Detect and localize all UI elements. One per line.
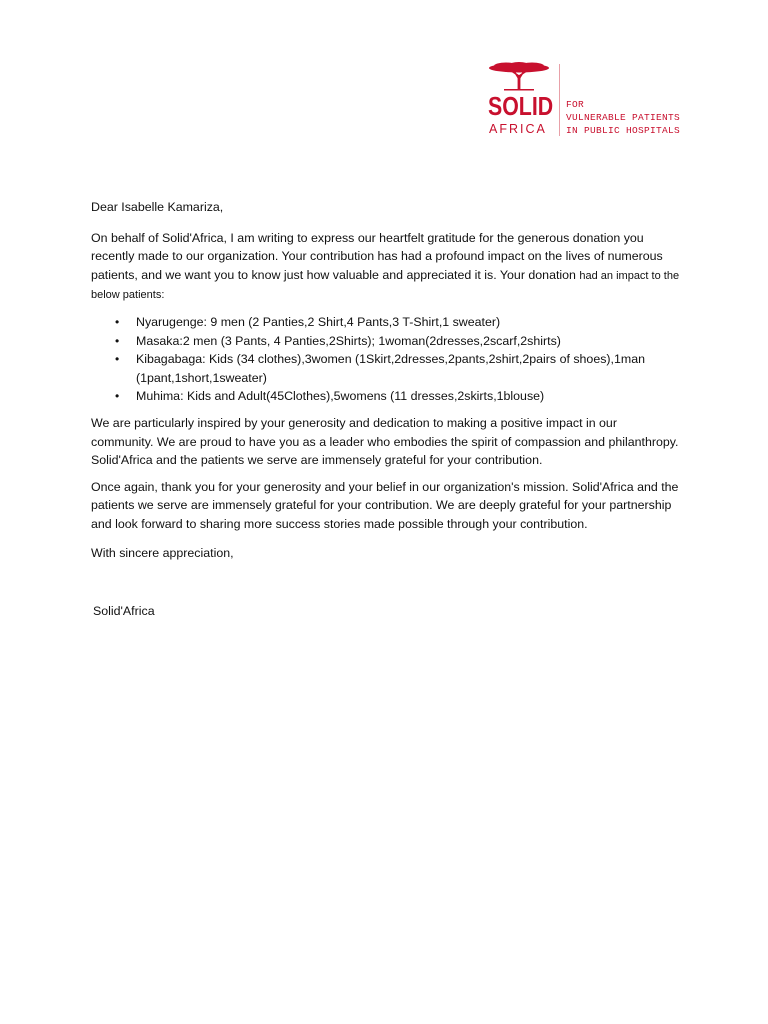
list-item: [91, 332, 681, 351]
list-item: [91, 387, 681, 406]
logo-subtitle: AFRICA: [489, 122, 547, 136]
closing-line: With sincere appreciation,: [91, 545, 234, 560]
paragraph-gratitude-small: had an impact to the below patients:: [91, 269, 680, 302]
list-item-text: Kibagabaga: Kids (34 clothes),3women (1Skirt,2dresses,2pants,2shirt,2pairs of shoes),1man (1pant,1short,1sweater): [136, 352, 645, 385]
bullet-icon: •: [115, 389, 120, 404]
acacia-tree-icon: [486, 62, 552, 92]
list-item-text: Masaka:2 men (3 Pants, 4 Panties,2Shirts); 1woman(2dresses,2scarf,2shirts): [136, 333, 561, 348]
letter-body: [91, 198, 681, 621]
logo-divider: [559, 64, 560, 136]
list-item: [91, 350, 681, 387]
paragraph-thanks: Once again, thank you for your generosity and your belief in our organization's mission. Solid'Africa and the patients we serve are immensely grateful for your contribution. We are deeply grateful for your partnership and look forward to sharing more success stories made possible through your contribution.: [91, 479, 679, 531]
solid-africa-logo: [484, 62, 684, 142]
bullet-icon: •: [115, 333, 120, 348]
paragraph-gratitude-main: On behalf of Solid'Africa, I am writing to express our heartfelt gratitude for the generous donation you recently made to our organization. Your contribution has had a profound impact on the lives of numerous patients, and we want you to know just how valuable and appreciated it is. Your donation: [91, 230, 663, 282]
logo-tagline: FOR VULNERABLE PATIENTS IN PUBLIC HOSPITALS: [566, 99, 681, 136]
donation-impact-list: [91, 313, 681, 406]
bullet-icon: •: [115, 352, 120, 367]
paragraph-inspiration: We are particularly inspired by your generosity and dedication to making a positive impact in our community. We are proud to have you as a leader who embodies the spirit of compassion and philanthropy. Solid'Africa and the patients we serve are immensely grateful for your contribution.: [91, 415, 679, 468]
paragraph-gratitude: [91, 229, 681, 305]
list-item-text: Muhima: Kids and Adult(45Clothes),5womens (11 dresses,2skirts,1blouse): [136, 389, 545, 404]
bullet-icon: •: [115, 314, 120, 329]
list-item: [91, 313, 681, 332]
list-item-text: Nyarugenge: 9 men (2 Panties,2 Shirt,4 Pants,3 T-Shirt,1 sweater): [136, 314, 501, 329]
logo-wordmark: SOLID: [488, 91, 554, 121]
signature: Solid'Africa: [93, 604, 155, 619]
salutation: Dear Isabelle Kamariza,: [91, 200, 224, 214]
